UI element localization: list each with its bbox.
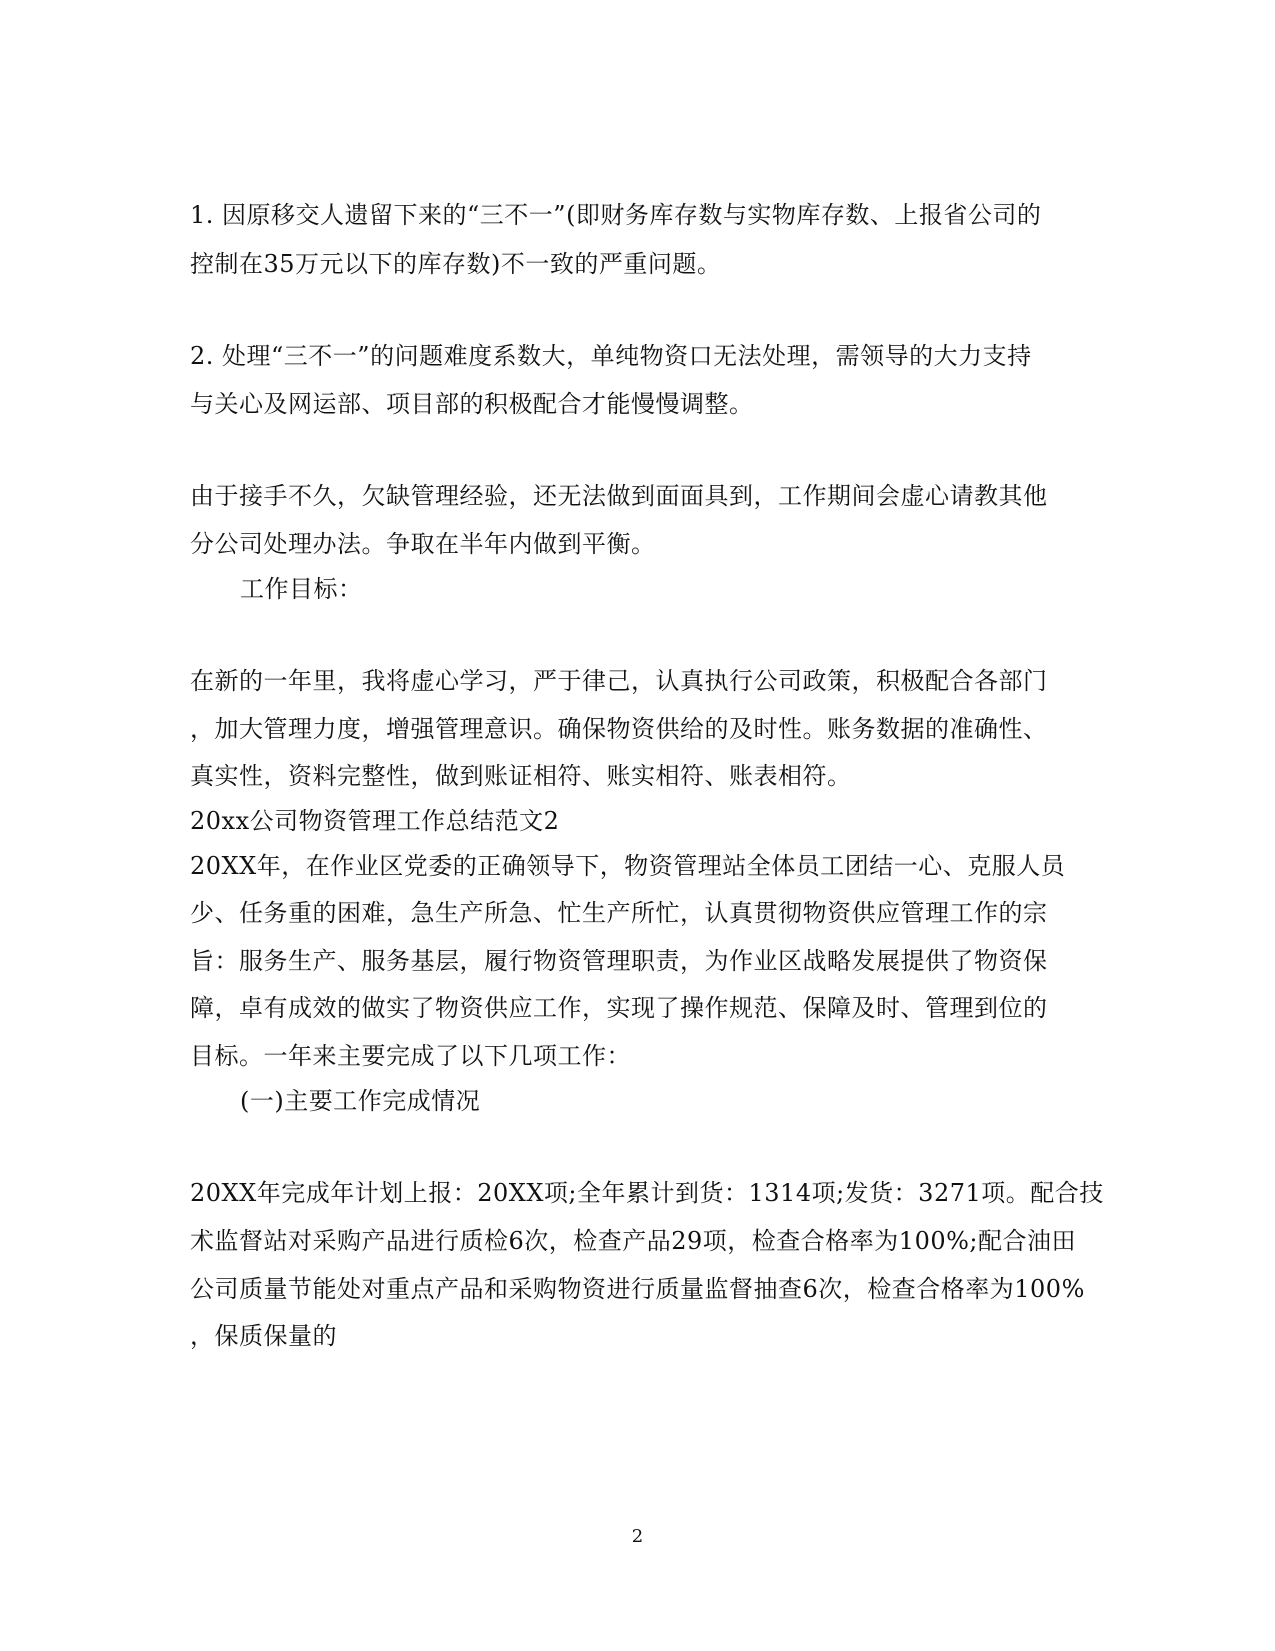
paragraph-5-line-2: 少、任务重的困难，急生产所急、忙生产所忙，认真贯彻物资供应管理工作的宗 bbox=[190, 899, 1048, 927]
paragraph-5-line-3: 旨：服务生产、服务基层，履行物资管理职责，为作业区战略发展提供了物资保 bbox=[190, 947, 1048, 975]
heading-work-goal: 工作目标： bbox=[240, 575, 363, 603]
paragraph-1-line-2: 控制在35万元以下的库存数)不一致的严重问题。 bbox=[190, 250, 722, 278]
paragraph-6-line-3: 公司质量节能处对重点产品和采购物资进行质量监督抽查6次，检查合格率为100% bbox=[190, 1275, 1085, 1303]
paragraph-5-line-5: 目标。一年来主要完成了以下几项工作： bbox=[190, 1042, 631, 1070]
page-number: 2 bbox=[631, 1526, 644, 1547]
paragraph-4-line-1: 在新的一年里，我将虚心学习，严于律己，认真执行公司政策，积极配合各部门 bbox=[190, 667, 1048, 695]
paragraph-2-line-1: 2. 处理“三不一”的问题难度系数大，单纯物资口无法处理，需领导的大力支持 bbox=[190, 342, 1032, 370]
paragraph-1-line-1: 1. 因原移交人遗留下来的“三不一”(即财务库存数与实物库存数、上报省公司的 bbox=[190, 201, 1042, 229]
paragraph-5-line-4: 障，卓有成效的做实了物资供应工作，实现了操作规范、保障及时、管理到位的 bbox=[190, 994, 1048, 1022]
paragraph-3-line-1: 由于接手不久，欠缺管理经验，还无法做到面面具到，工作期间会虚心请教其他 bbox=[190, 482, 1048, 510]
paragraph-2-line-2: 与关心及网运部、项目部的积极配合才能慢慢调整。 bbox=[190, 390, 754, 418]
paragraph-4-line-2: ，加大管理力度，增强管理意识。确保物资供给的及时性。账务数据的准确性、 bbox=[190, 715, 1048, 743]
paragraph-6-line-2: 术监督站对采购产品进行质检6次，检查产品29项，检查合格率为100%;配合油田 bbox=[190, 1227, 1077, 1255]
paragraph-6-line-1: 20XX年完成年计划上报：20XX项;全年累计到货：1314项;发货：3271项。配合技 bbox=[190, 1179, 1104, 1207]
paragraph-5-line-1: 20XX年，在作业区党委的正确领导下，物资管理站全体员工团结一心、克服人员 bbox=[190, 852, 1066, 880]
paragraph-4-line-3: 真实性，资料完整性，做到账证相符、账实相符、账表相符。 bbox=[190, 762, 852, 790]
heading-main-work: (一)主要工作完成情况 bbox=[240, 1087, 481, 1115]
section-title: 20xx公司物资管理工作总结范文2 bbox=[190, 807, 560, 835]
paragraph-6-line-4: ，保质保量的 bbox=[190, 1322, 337, 1350]
paragraph-3-line-2: 分公司处理办法。争取在半年内做到平衡。 bbox=[190, 530, 656, 558]
